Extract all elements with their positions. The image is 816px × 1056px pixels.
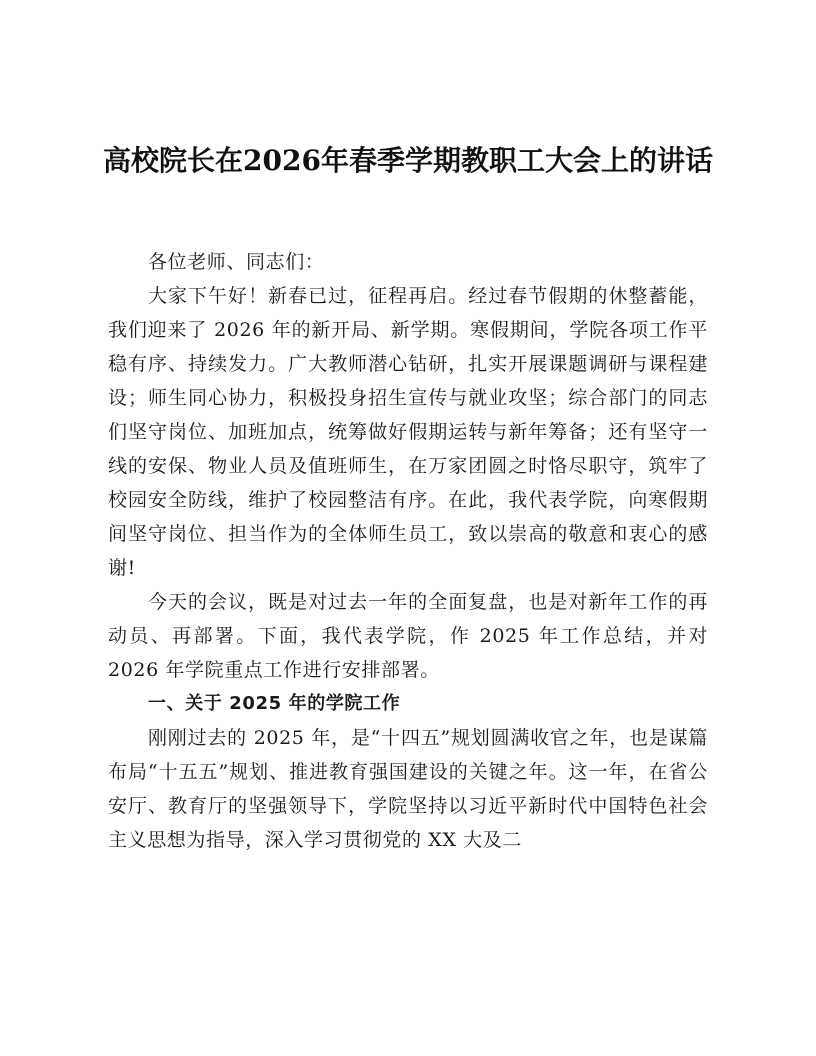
salutation: 各位老师、同志们： [148,251,325,273]
paragraph-opening: 大家下午好！新春已过，征程再启。经过春节假期的休整蓄能，我们迎来了 2026 年的新开局、新学期。寒假期间，学院各项工作平稳有序、持续发力。广大教师潜心钻研，扎实开展课题调研与课程建设；师生同心协力，积极投身招生宣传与就业攻坚；综合部门的同志们坚守岗位、加班加点，统筹做好假期运转与新年筹备；还有坚守一线的安保、物业人员及值班师生，在万家团圆之时恪尽职守，筑牢了校园安全防线，维护了校园整洁有序。在此，我代表学院，向寒假期间坚守岗位、担当作为的全体师生员工，致以崇高的敬意和衷心的感谢! [108,285,708,579]
paragraph-section-one: 刚刚过去的 2025 年，是“十四五”规划圆满收官之年，也是谋篇布局“十五五”规划、推进教育强国建设的关键之年。这一年，在省公安厅、教育厅的坚强领导下，学院坚持以习近平新时代中国特色社会主义思想为指导，深入学习贯彻党的 XX 大及二 [108,727,708,851]
paragraph-agenda: 今天的会议，既是对过去一年的全面复盘，也是对新年工作的再动员、再部署。下面，我代表学院，作 2025 年工作总结，并对 2026 年学院重点工作进行安排部署。 [108,591,708,681]
section-heading: 一、关于 2025 年的学院工作 [148,693,401,714]
document-title: 高校院长在2026年春季学期教职工大会上的讲话 [103,144,713,177]
document-body [108,245,708,857]
